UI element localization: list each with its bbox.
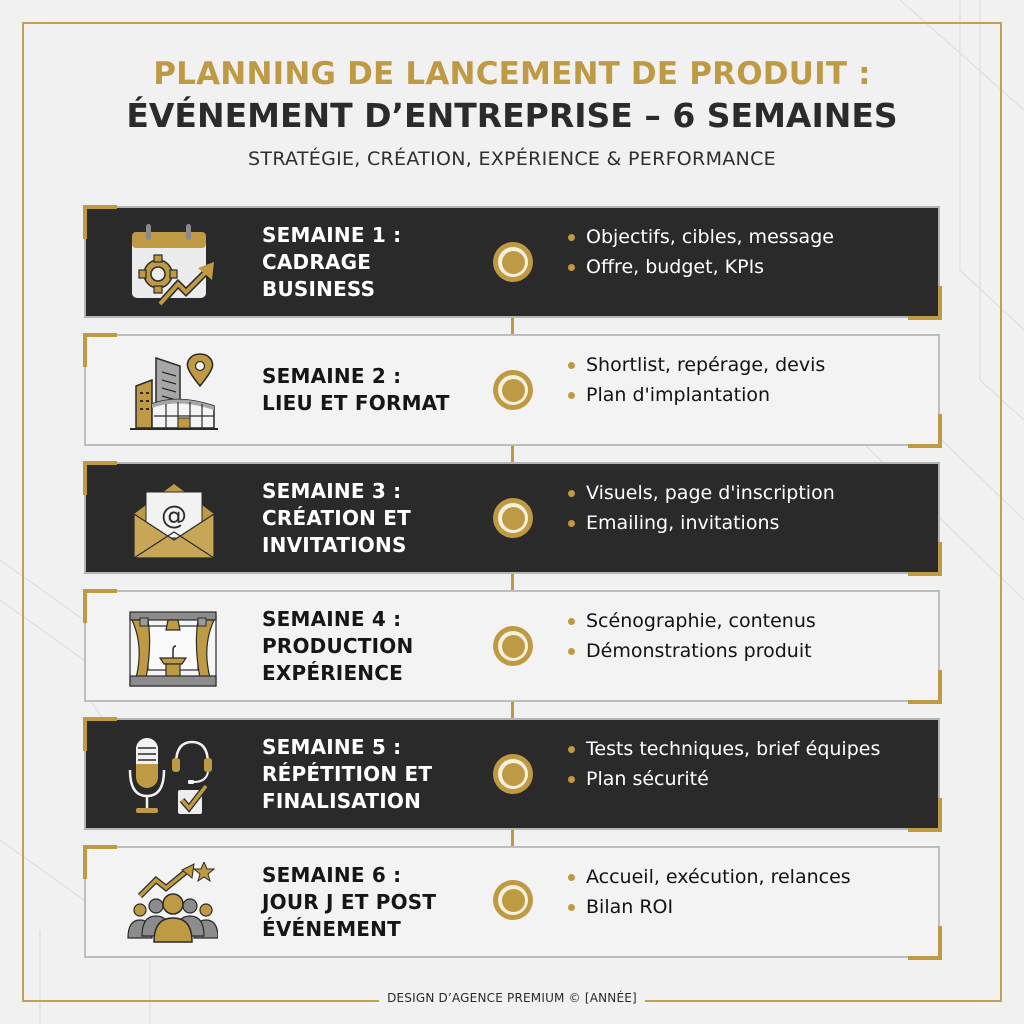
bullet-dot-icon (568, 746, 575, 753)
timeline-node-icon (493, 626, 533, 666)
page-subtitle: STRATÉGIE, CRÉATION, EXPÉRIENCE & PERFORMANCE (248, 148, 776, 170)
timeline-node-icon (493, 370, 533, 410)
gold-corner-accent (83, 333, 117, 367)
bullet-dot-icon (568, 490, 575, 497)
page-title-line2: ÉVÉNEMENT D’ENTREPRISE – 6 SEMAINES (126, 96, 898, 135)
week-bullets (568, 582, 938, 690)
week-bullets (568, 838, 938, 946)
building-location-icon (126, 350, 218, 434)
week-bullets (568, 326, 938, 434)
bullet-dot-icon (568, 648, 575, 655)
timeline-node-icon (493, 880, 533, 920)
email-envelope-icon (126, 478, 218, 562)
gold-corner-accent (83, 717, 117, 751)
week-title: SEMAINE 1 : CADRAGE BUSINESS (262, 222, 402, 301)
bullet-item: Tests techniques, brief équipes (568, 734, 938, 764)
bullet-item: Démonstrations produit (568, 636, 938, 666)
timeline-node-icon (493, 754, 533, 794)
week-title: SEMAINE 6 : JOUR J ET POST ÉVÉNEMENT (262, 862, 437, 941)
microphone-headset-checklist-icon (126, 734, 218, 818)
page-title-line1: PLANNING DE LANCEMENT DE PRODUIT : (153, 56, 871, 92)
bullet-dot-icon (568, 234, 575, 241)
timeline-node-icon (493, 242, 533, 282)
bullet-item: Scénographie, contenus (568, 606, 938, 636)
bullet-dot-icon (568, 362, 575, 369)
bullet-item: Plan sécurité (568, 764, 938, 794)
bullet-item: Visuels, page d'inscription (568, 478, 938, 508)
bullet-item: Offre, budget, KPIs (568, 252, 938, 282)
bullet-item: Accueil, exécution, relances (568, 862, 938, 892)
gold-corner-accent (83, 205, 117, 239)
bullet-item: Plan d'implantation (568, 380, 938, 410)
gold-corner-accent (83, 845, 117, 879)
gold-corner-accent (83, 589, 117, 623)
bullet-dot-icon (568, 264, 575, 271)
week-title: SEMAINE 5 : RÉPÉTITION ET FINALISATION (262, 734, 433, 813)
week-title: SEMAINE 4 : PRODUCTION EXPÉRIENCE (262, 606, 414, 685)
week-bullets (568, 454, 938, 562)
bullet-item: Emailing, invitations (568, 508, 938, 538)
bullet-item: Bilan ROI (568, 892, 938, 922)
week-title: SEMAINE 3 : CRÉATION ET INVITATIONS (262, 478, 411, 557)
timeline-node-icon (493, 498, 533, 538)
bullet-dot-icon (568, 618, 575, 625)
stage-podium-icon (126, 606, 218, 690)
week-bullets (568, 710, 938, 818)
svg-text:@: @ (161, 501, 187, 531)
bullet-item: Objectifs, cibles, message (568, 222, 938, 252)
bullet-dot-icon (568, 776, 575, 783)
calendar-gear-growth-icon (126, 222, 218, 306)
bullet-dot-icon (568, 520, 575, 527)
bullet-dot-icon (568, 874, 575, 881)
bullet-dot-icon (568, 904, 575, 911)
week-title: SEMAINE 2 : LIEU ET FORMAT (262, 364, 450, 415)
bullet-item: Shortlist, repérage, devis (568, 350, 938, 380)
audience-growth-star-icon (126, 862, 218, 946)
footer-credit: DESIGN D’AGENCE PREMIUM © [ANNÉE] (0, 991, 1024, 1005)
bullet-dot-icon (568, 392, 575, 399)
week-bullets (568, 198, 938, 306)
gold-corner-accent (83, 461, 117, 495)
